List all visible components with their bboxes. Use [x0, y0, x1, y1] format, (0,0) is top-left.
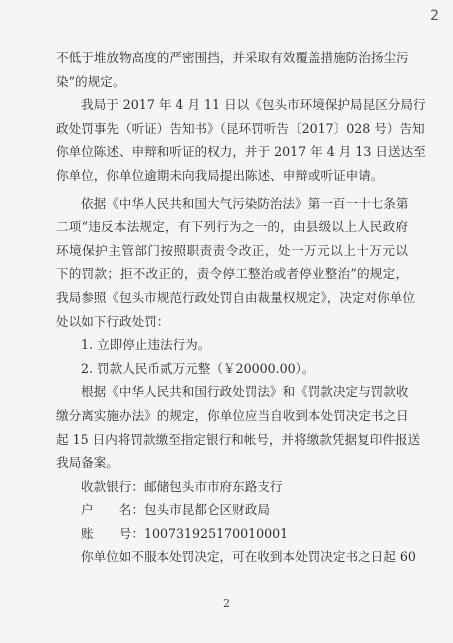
body-line-18: 我局备案。 — [56, 455, 119, 471]
body-line-6: 你单位，你单位逾期未向我局提出陈述、申辩或听证申请。 — [56, 167, 384, 183]
body-line-12: 处以如下行政处罚： — [56, 313, 170, 329]
body-line-4: 政处罚事先（听证）告知书》（昆环罚听告〔2017〕028 号）告知 — [56, 120, 425, 136]
body-line-3: 我局于 2017 年 4 月 11 日以《包头市环境保护局昆区分局行 — [81, 97, 426, 113]
handwritten-page-mark: 2 — [430, 8, 439, 24]
body-line-8: 二项“违反本法规定，有下列行为之一的，由县级以上人民政府 — [56, 219, 408, 235]
body-line-10: 下的罚款；拒不改正的，责令停工整治或者停业整治”的规定， — [56, 266, 408, 282]
penalty-item-2: 2. 罚款人民币贰万元整（￥20000.00）。 — [81, 360, 315, 376]
document-body — [56, 46, 426, 569]
penalty-item-1: 1. 立即停止违法行为。 — [81, 337, 211, 353]
body-line-22: 你单位如不服本处罚决定，可在收到本处罚决定书之日起 60 — [81, 549, 416, 565]
body-line-17: 起 15 日内将罚款缴至指定银行和帐号，并将缴款凭据复印件报送 — [56, 431, 421, 447]
account-number-line: 账 号：100731925170010001 — [81, 525, 289, 541]
body-line-15: 根据《中华人民共和国行政处罚法》和《罚款决定与罚款收 — [81, 384, 409, 400]
body-line-2: 染”的规定。 — [56, 73, 126, 89]
body-line-9: 环境保护主管部门按照职责责令改正，处一万元以上十万元以 — [56, 242, 408, 258]
page-number: 2 — [223, 597, 230, 610]
bank-name-line: 收款银行：邮储包头市市府东路支行 — [81, 478, 283, 494]
body-line-16: 缴分离实施办法》的规定，你单位应当自收到本处罚决定书之日 — [56, 407, 409, 423]
account-holder-line: 户 名：包头市昆都仑区财政局 — [81, 502, 270, 518]
body-line-1: 不低于堆放物高度的严密围挡，并采取有效覆盖措施防治扬尘污 — [56, 50, 409, 65]
body-line-11: 我局参照《包头市规范行政处罚自由裁量权规定》，决定对你单位 — [56, 289, 415, 305]
body-line-7: 依据《中华人民共和国大气污染防治法》第一百一十七条第 — [81, 195, 409, 211]
body-line-5: 你单位陈述、申辩和听证的权力，并于 2017 年 4 月 13 日送达至 — [56, 144, 426, 160]
